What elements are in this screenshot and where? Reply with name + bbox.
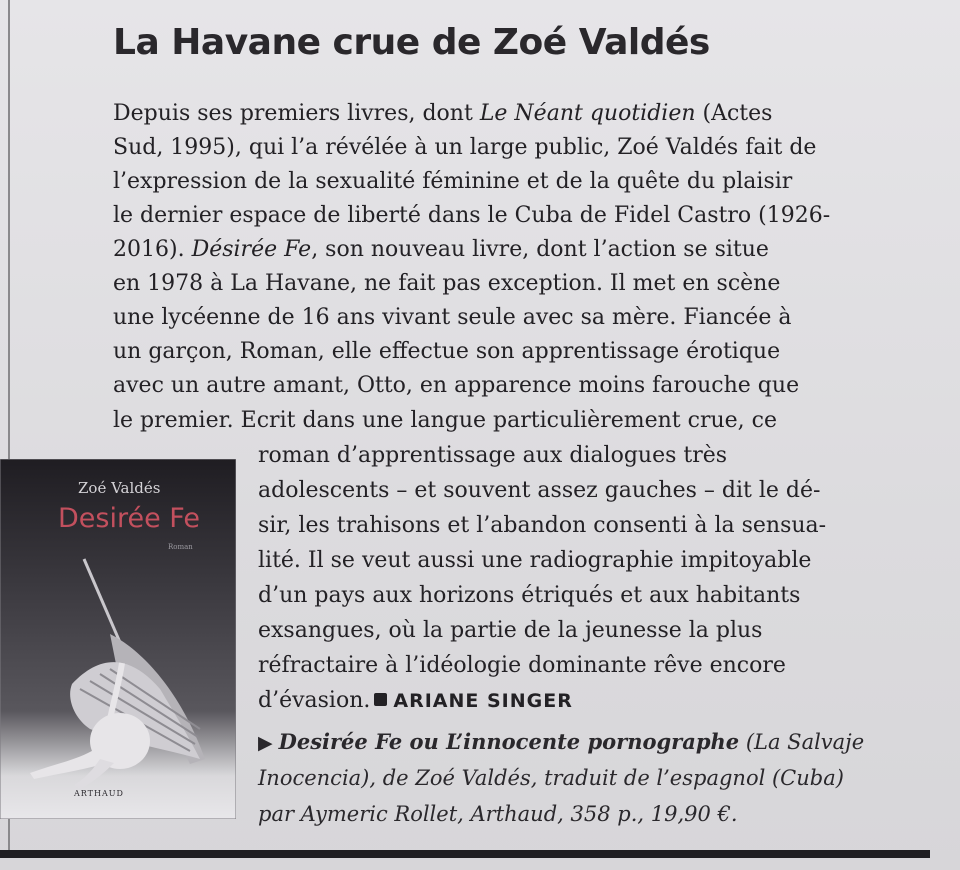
article-headline: La Havane crue de Zoé Valdés (113, 22, 710, 63)
article-line: roman d’apprentissage aux dialogues très (258, 443, 728, 468)
article-line: un garçon, Roman, elle effectue son apprentissage érotique (113, 339, 781, 364)
article-line: d’un pays aux horizons étriqués et aux habitants (258, 583, 801, 608)
author-signature: ARIANE SINGER (393, 690, 573, 712)
article-line: exsangues, où la partie de la jeunesse la plus (258, 618, 763, 643)
article-line: réfractaire à l’idéologie dominante rêve encore (258, 653, 786, 678)
cover-publisher: ARTHAUD (74, 789, 124, 798)
arrow-bullet-icon: ▶ (258, 732, 273, 754)
book-reference-line: Inocencia), de Zoé Valdés, traduit de l’espagnol (Cuba) (258, 766, 844, 790)
article-line: sir, les trahisons et l’abandon consenti à la sensua- (258, 513, 827, 538)
article-line: 2016). Désirée Fe, son nouveau livre, dont l’action se situe (113, 237, 769, 262)
cover-figure-illustration (0, 459, 236, 819)
article-line: Depuis ses premiers livres, dont Le Néant quotidien (Actes (113, 101, 773, 126)
cover-author: Zoé Valdés (78, 479, 161, 497)
article-line: adolescents – et souvent assez gauches – dit le dé- (258, 478, 821, 503)
cover-subtitle: Roman (168, 543, 193, 551)
book-cover-image (0, 459, 236, 819)
book-reference-line: par Aymeric Rollet, Arthaud, 358 p., 19,90 €. (258, 802, 738, 826)
cover-title: Desirée Fe (58, 503, 200, 534)
article-line: le premier. Ecrit dans une langue particulièrement crue, ce (113, 408, 777, 433)
book-reference-line: ▶ Desirée Fe ou L’innocente pornographe (La Salvaje (258, 727, 864, 758)
book-reference-title: Desirée Fe ou L’innocente pornographe (278, 729, 740, 754)
end-mark-icon (374, 693, 387, 706)
bottom-rule (0, 850, 930, 858)
article-line: l’expression de la sexualité féminine et de la quête du plaisir (113, 169, 793, 194)
article-line: lité. Il se veut aussi une radiographie impitoyable (258, 548, 812, 573)
article-line: Sud, 1995), qui l’a révélée à un large public, Zoé Valdés fait de (113, 135, 817, 160)
article-line: d’évasion. ARIANE SINGER (258, 688, 573, 713)
article-line: avec un autre amant, Otto, en apparence moins farouche que (113, 373, 800, 398)
article-line: en 1978 à La Havane, ne fait pas exception. Il met en scène (113, 271, 781, 296)
article-line: une lycéenne de 16 ans vivant seule avec sa mère. Fiancée à (113, 305, 792, 330)
article-line: le dernier espace de liberté dans le Cuba de Fidel Castro (1926- (113, 203, 831, 228)
